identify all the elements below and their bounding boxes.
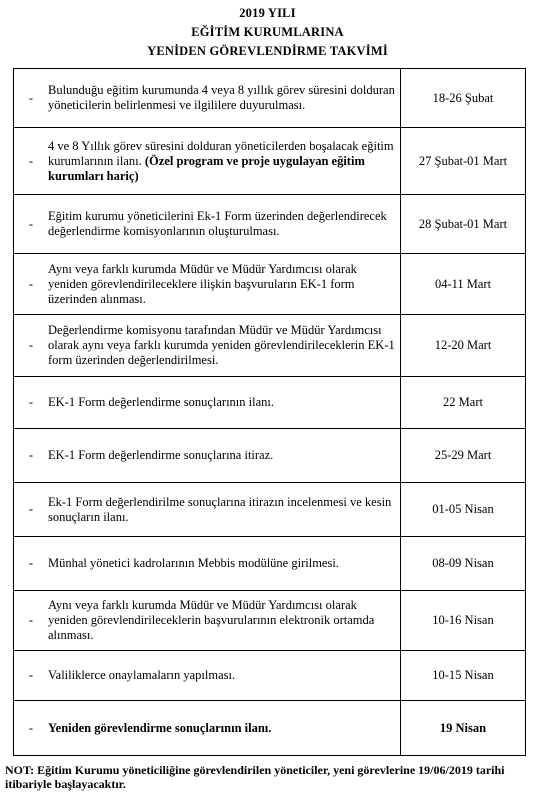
task-description: Yeniden görevlendirme sonuçlarının ilanı. xyxy=(48,720,272,735)
task-cell xyxy=(14,651,401,701)
task-description: Değerlendirme komisyonu tarafından Müdür ve Müdür Yardımcısı olarak aynı veya farklı kurumda yeniden görevlendirileceklerin EK-1 form üzerinden değerlendirilmesi. xyxy=(48,323,395,367)
table-row xyxy=(14,651,526,701)
task-cell xyxy=(14,591,401,651)
table-row xyxy=(14,69,526,128)
title-institutions: EĞİTİM KURUMLARINA xyxy=(191,25,344,39)
task-description: Eğitim kurumu yöneticilerini Ek-1 Form üzerinden değerlendirecek değerlendirme komisyonlarının oluşturulması. xyxy=(48,209,387,238)
row-dash: - xyxy=(28,613,34,627)
table-row xyxy=(14,195,526,254)
task-cell xyxy=(14,483,401,537)
task-description: Bulunduğu eğitim kurumunda 4 veya 8 yıllık görev süresini dolduran yöneticilerin belirlenmesi ve ilgililere duyurulması. xyxy=(48,83,395,112)
task-description-exception: (Özel program ve proje uygulayan eğitim kurumları hariç) xyxy=(48,153,365,183)
date-cell: 01-05 Nisan xyxy=(401,483,526,537)
table-row xyxy=(14,591,526,651)
table-row xyxy=(14,254,526,315)
task-cell xyxy=(14,315,401,377)
document-title xyxy=(0,4,535,61)
task-cell xyxy=(14,429,401,483)
row-dash: - xyxy=(28,448,34,462)
row-dash: - xyxy=(28,276,34,291)
task-description: Münhal yönetici kadrolarının Mebbis modülüne girilmesi. xyxy=(48,556,339,570)
task-description: EK-1 Form değerlendirme sonuçlarının ilanı. xyxy=(48,395,274,409)
task-cell xyxy=(14,128,401,195)
task-cell xyxy=(14,701,401,756)
row-dash: - xyxy=(28,720,34,735)
task-cell xyxy=(14,69,401,128)
schedule-table xyxy=(13,68,526,756)
row-dash: - xyxy=(28,395,34,409)
table-row xyxy=(14,429,526,483)
date-cell: 18-26 Şubat xyxy=(401,69,526,128)
task-cell xyxy=(14,195,401,254)
date-cell: 19 Nisan xyxy=(401,701,526,756)
task-description: Valiliklerce onaylamaların yapılması. xyxy=(48,668,236,682)
date-cell: 10-16 Nisan xyxy=(401,591,526,651)
task-description: Ek-1 Form değerlendirilme sonuçlarına itirazın incelenmesi ve kesin sonuçların ilanı. xyxy=(48,494,392,524)
task-cell xyxy=(14,254,401,315)
date-cell: 25-29 Mart xyxy=(401,429,526,483)
row-dash: - xyxy=(28,668,34,682)
row-dash: - xyxy=(28,502,34,516)
row-dash: - xyxy=(28,338,34,352)
date-cell: 22 Mart xyxy=(401,377,526,429)
task-description: Aynı veya farklı kurumda Müdür ve Müdür Yardımcısı olarak yeniden görevlendirileceklerin başvurularının elektronik ortamda alınması. xyxy=(48,598,375,642)
title-year: 2019 YILI xyxy=(239,6,296,20)
row-dash: - xyxy=(28,90,34,105)
date-cell: 10-15 Nisan xyxy=(401,651,526,701)
table-row xyxy=(14,701,526,756)
row-dash: - xyxy=(28,556,34,570)
table-row xyxy=(14,537,526,591)
row-dash: - xyxy=(28,216,34,231)
footer-note: NOT: Eğitim Kurumu yöneticiliğine görevlendirilen yöneticiler, yeni görevlerine 19/06/2019 tarihi itibariyle başlayacaktır. xyxy=(5,763,505,791)
date-cell: 27 Şubat-01 Mart xyxy=(401,128,526,195)
task-description: Aynı veya farklı kurumda Müdür ve Müdür Yardımcısı olarak yeniden görevlendirileceklere ilişkin başvuruların EK-1 form üzerinden alınması. xyxy=(48,261,357,306)
table-row xyxy=(14,315,526,377)
table-row xyxy=(14,128,526,195)
row-dash: - xyxy=(28,153,34,168)
task-description-main: 4 ve 8 Yıllık görev süresini dolduran yöneticilerden boşalacak eğitim kurumlarının ilanı. xyxy=(48,138,394,168)
table-row xyxy=(14,483,526,537)
date-cell: 12-20 Mart xyxy=(401,315,526,377)
date-cell: 08-09 Nisan xyxy=(401,537,526,591)
task-cell xyxy=(14,377,401,429)
date-cell: 28 Şubat-01 Mart xyxy=(401,195,526,254)
task-description xyxy=(48,139,396,184)
task-description: EK-1 Form değerlendirme sonuçlarına itiraz. xyxy=(48,448,274,462)
title-calendar: YENİDEN GÖREVLENDİRME TAKVİMİ xyxy=(147,44,388,58)
table-row xyxy=(14,377,526,429)
date-cell: 04-11 Mart xyxy=(401,254,526,315)
task-cell xyxy=(14,537,401,591)
